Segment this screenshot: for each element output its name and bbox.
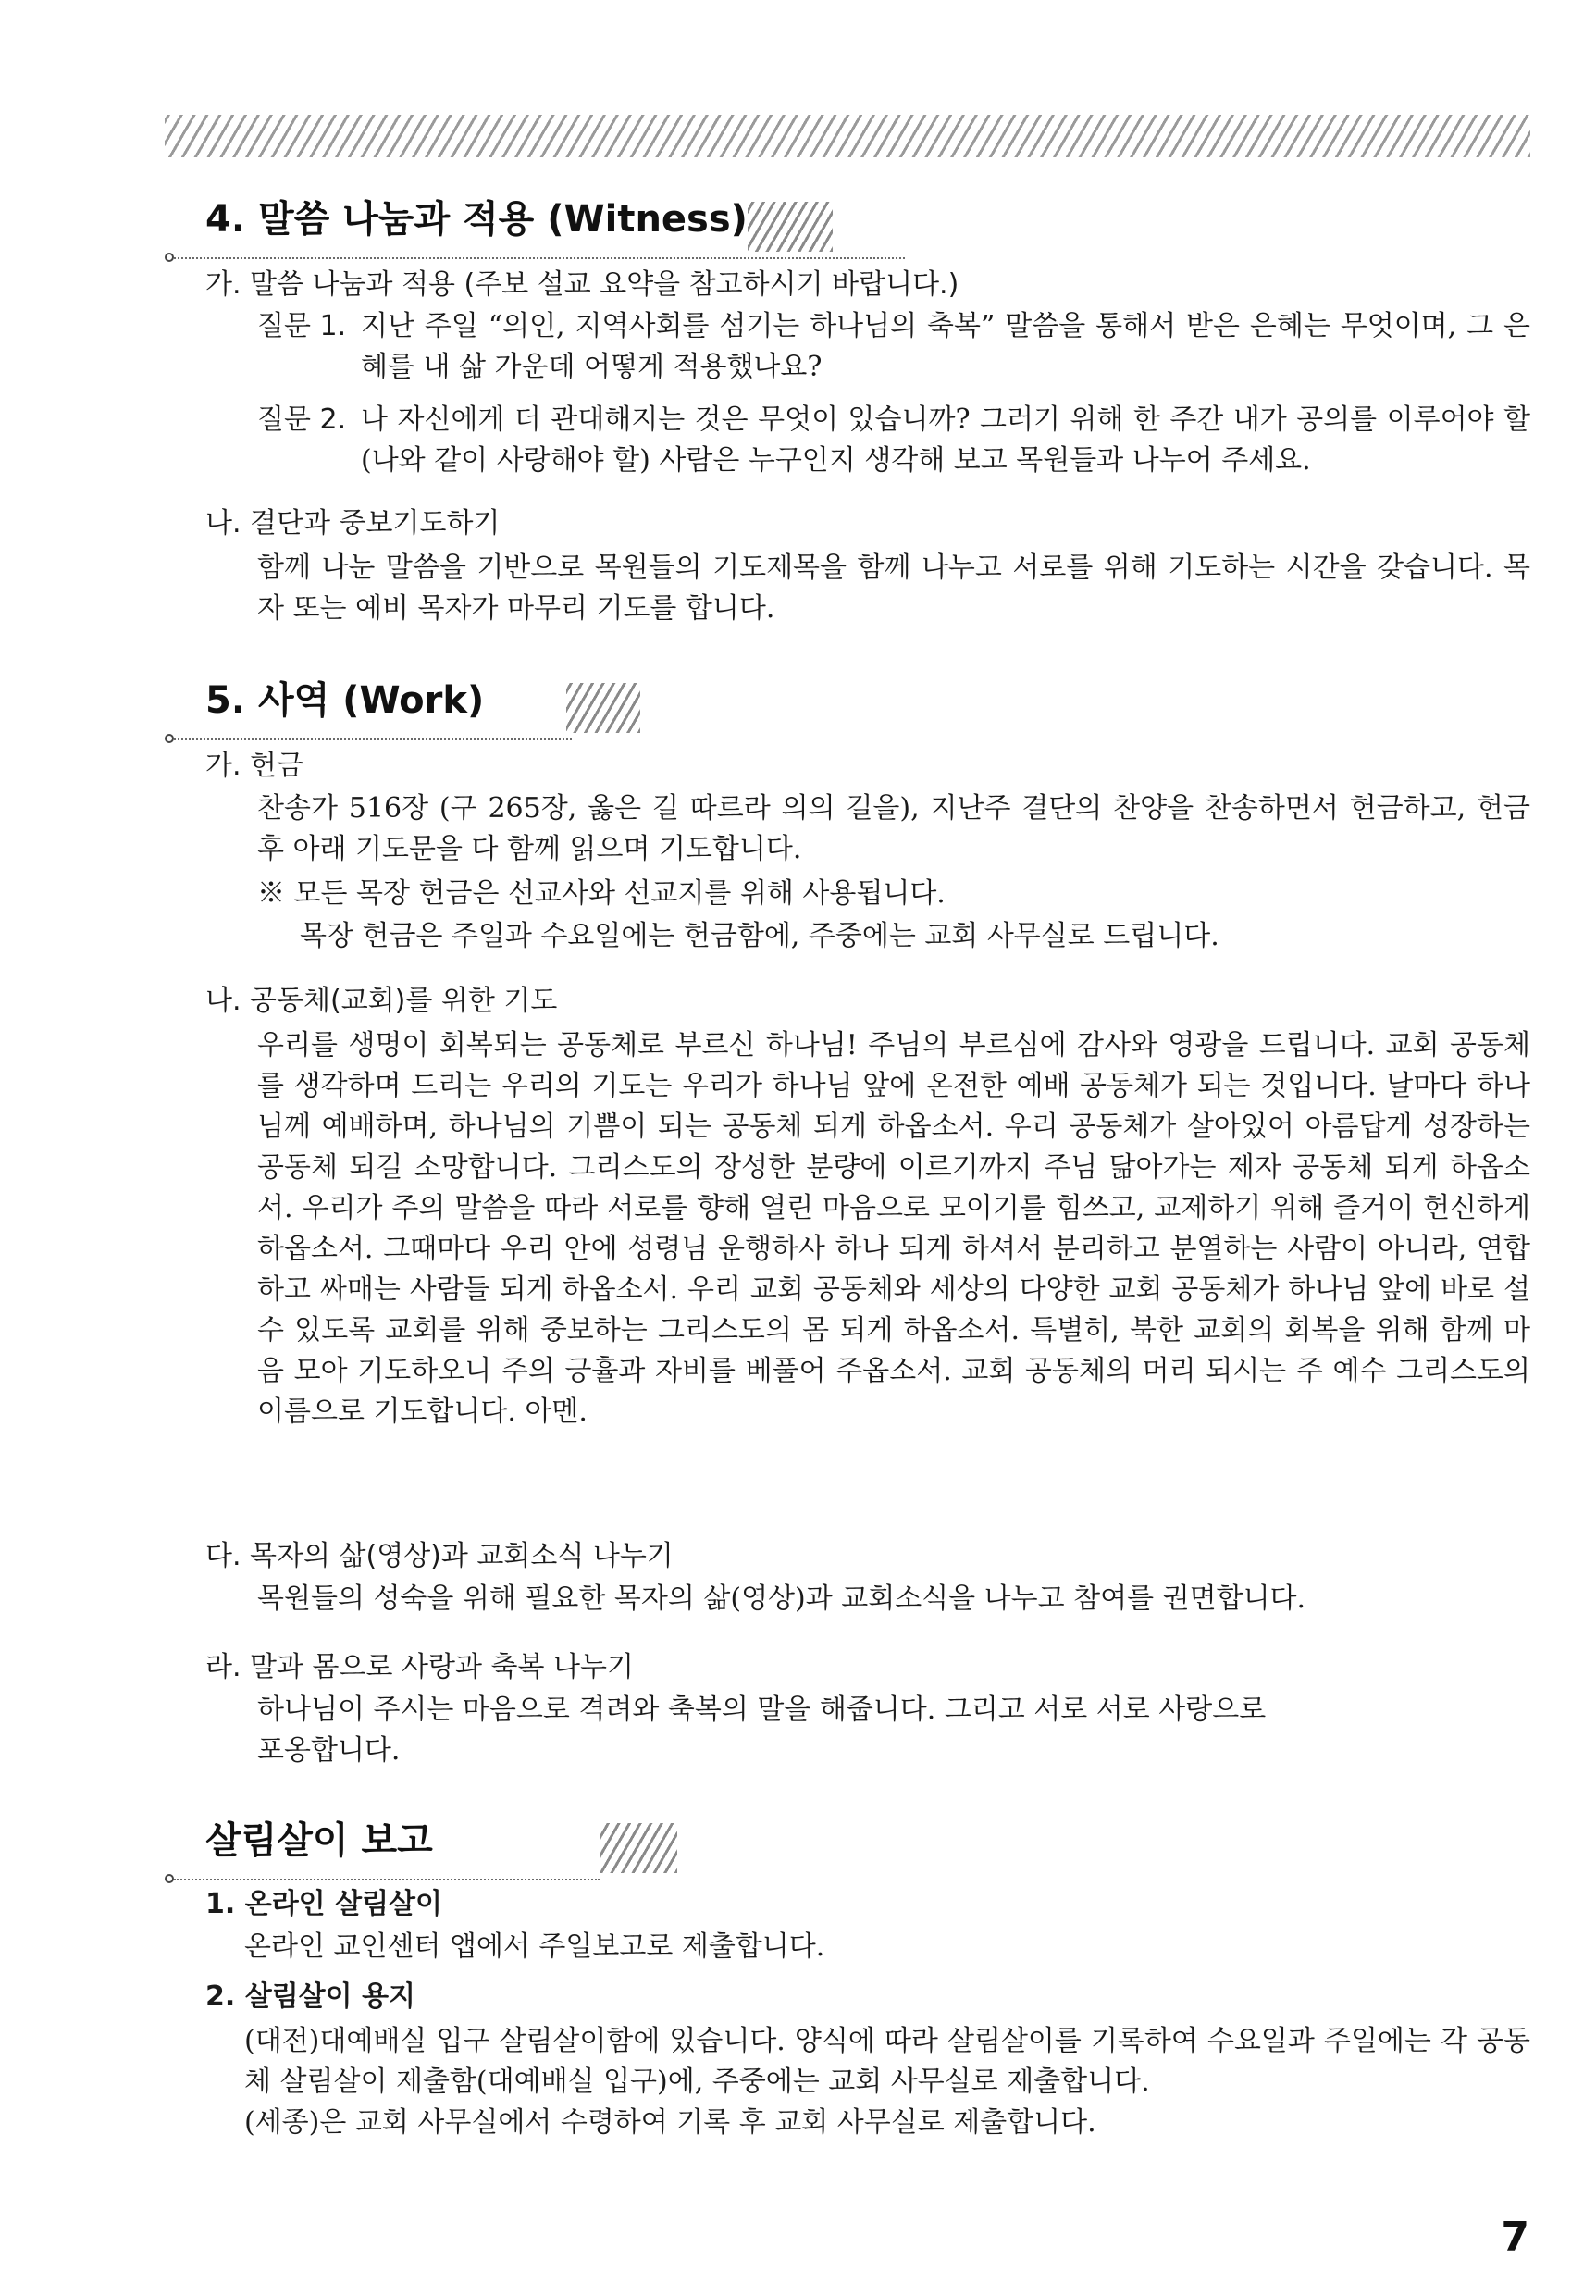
section-title: 살림살이 보고 xyxy=(205,1819,433,1862)
subheading-offering: 가. 헌금 xyxy=(205,750,304,782)
paragraph: 하나님이 주시는 마음으로 격려와 축복의 말을 해줍니다. 그리고 서로 서로 사랑으로 포옹합니다. xyxy=(257,1694,1267,1767)
paragraph: 우리를 생명이 회복되는 공동체로 부르신 하나님! 주님의 부르심에 감사와 영광을 드립니다. 교회 공동체를 생각하며 드리는 우리의 기도는 우리가 하나님 앞에 온전한 예배 공동체가 되는 것입니다. 날마다 하나님께 예배하며, 하나님의 기쁨이 되는 공동체 되게 하옵소서. 우리 공동체가 살아있어 아름답게 성장하는 공동체 되길 소망합니다. 그리스도의 장성한 분량에 이르기까지 주님 닮아가는 제자 공동체 되게 하옵소서. 우리가 주의 말씀을 따라 서로를 향해 열린 마음으로 모이기를 힘쓰고, 교제하기 위해 즐거이 헌신하게 하옵소서. 그때마다 우리 안에 성령님 운행하사 하나 되게 하셔서 분리하고 분열하는 사람이 아니라, 연합하고 싸매는 사람들 되게 하옵소서. 우리 교회 공동체와 세상의 다양한 교회 공동체가 하나님 앞에 바로 설 수 있도록 교회를 위해 중보하는 그리스도의 몸 되게 하옵소서. 특별히, 북한 교회의 회복을 위해 함께 마음 모아 기도하오니 주의 긍휼과 자비를 베풀어 주옵소서. 교회 공동체의 머리 되시는 주 예수 그리스도의 이름으로 기도합니다. 아멘. xyxy=(257,1029,1530,1428)
section-rule xyxy=(174,1879,600,1880)
question-2 xyxy=(257,400,1530,481)
section-title: 4. 말씀 나눔과 적용 (Witness) xyxy=(205,198,748,241)
title-hatch xyxy=(748,202,833,252)
note: ※ 모든 목장 헌금은 선교사와 선교지를 위해 사용됩니다. xyxy=(257,877,946,910)
question-1 xyxy=(257,306,1530,388)
title-hatch xyxy=(566,683,640,733)
subheading-blessing: 라. 말과 몸으로 사랑과 축복 나누기 xyxy=(205,1651,634,1683)
section-rule xyxy=(174,257,905,259)
section-title: 5. 사역 (Work) xyxy=(205,679,485,722)
page-number: 7 xyxy=(1501,2214,1529,2261)
subheading-news: 다. 목자의 삶(영상)과 교회소식 나누기 xyxy=(205,1540,674,1572)
subheading-community-prayer: 나. 공동체(교회)를 위한 기도 xyxy=(205,985,558,1017)
note: 목장 헌금은 주일과 수요일에는 헌금함에, 주중에는 교회 사무실로 드립니다. xyxy=(300,920,1219,952)
top-hatch-band xyxy=(165,115,1530,157)
paragraph: 목원들의 성숙을 위해 필요한 목자의 삶(영상)과 교회소식을 나누고 참여를 권면합니다. xyxy=(257,1582,1306,1615)
subheading-prayer: 나. 결단과 중보기도하기 xyxy=(205,507,501,540)
paragraph: (대전)대예배실 입구 살림살이함에 있습니다. 양식에 따라 살림살이를 기록하여 수요일과 주일에는 각 공동체 살림살이 제출함(대예배실 입구)에, 주중에는 교회 사무실로 제출합니다. (세종)은 교회 사무실에서 수령하여 기록 후 교회 사무실로 제출합니다. xyxy=(244,2025,1530,2139)
subheading-online-report: 1. 온라인 살림살이 xyxy=(205,1888,443,1920)
question-text: 나 자신에게 더 관대해지는 것은 무엇이 있습니까? 그러기 위해 한 주간 내가 공의를 이루어야 할(나와 같이 사랑해야 할) 사람은 누구인지 생각해 보고 목원들과 나누어 주세요. xyxy=(361,403,1530,477)
paragraph: 온라인 교인센터 앱에서 주일보고로 제출합니다. xyxy=(244,1930,825,1963)
title-hatch xyxy=(600,1823,677,1873)
subheading-paper-report: 2. 살림살이 용지 xyxy=(205,1980,416,2013)
section-rule xyxy=(174,738,572,740)
paragraph: 함께 나눈 말씀을 기반으로 목원들의 기도제목을 함께 나누고 서로를 위해 기도하는 시간을 갖습니다. 목자 또는 예비 목자가 마무리 기도를 합니다. xyxy=(257,552,1530,625)
subheading-sharing: 가. 말씀 나눔과 적용 (주보 설교 요약을 참고하시기 바랍니다.) xyxy=(205,268,959,301)
question-text: 지난 주일 “의인, 지역사회를 섬기는 하나님의 축복” 말씀을 통해서 받은 은혜는 무엇이며, 그 은혜를 내 삶 가운데 어떻게 적용했나요? xyxy=(361,310,1530,383)
question-label: 질문 2. xyxy=(257,403,347,436)
question-label: 질문 1. xyxy=(257,310,347,342)
paragraph: 찬송가 516장 (구 265장, 옳은 길 따르라 의의 길을), 지난주 결단의 찬양을 찬송하면서 헌금하고, 헌금 후 아래 기도문을 다 함께 읽으며 기도합니다. xyxy=(257,792,1530,865)
